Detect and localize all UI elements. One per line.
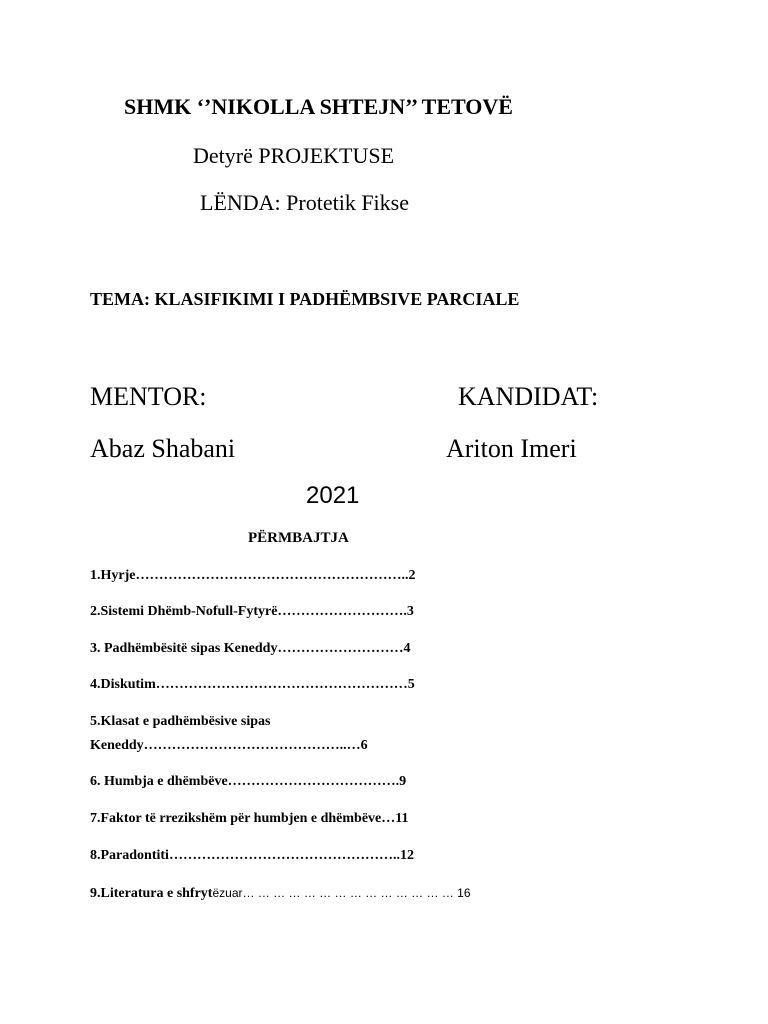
mentor-name: Abaz Shabani bbox=[90, 434, 236, 463]
year: 2021 bbox=[306, 482, 360, 509]
toc-item: 2.Sistemi Dhëmb-Nofull-Fytyrë……………………….3 bbox=[90, 604, 414, 619]
toc-item: 1.Hyrje…………………………………………………..2 bbox=[90, 568, 416, 583]
toc-item: Keneddy……………………………………..…6 bbox=[90, 738, 368, 753]
candidate-name: Ariton Imeri bbox=[446, 434, 577, 463]
toc-item: 7.Faktor të rrezikshëm për humbjen e dhëmbëve…11 bbox=[90, 811, 409, 826]
subject-title: LËNDA: Protetik Fikse bbox=[200, 190, 409, 215]
toc-heading: PËRMBAJTJA bbox=[248, 530, 349, 546]
task-title: Detyrë PROJEKTUSE bbox=[193, 143, 395, 168]
toc-item: 6. Humbja e dhëmbëve……………………………….9 bbox=[90, 774, 407, 789]
toc-item: 4.Diskutim………………………………………………5 bbox=[90, 677, 415, 692]
mentor-label: MENTOR: bbox=[90, 382, 207, 411]
candidate-label: KANDIDAT: bbox=[458, 382, 599, 411]
toc-item: 8.Paradontiti…………………………………………..12 bbox=[90, 848, 414, 863]
toc-item-last-start: 9.Literatura e shfryt bbox=[90, 886, 213, 901]
toc-item-last-end: ëzuar… … … … … … … … … … … … … … 16 bbox=[212, 886, 471, 900]
toc-item-last bbox=[90, 886, 471, 902]
theme-title: TEMA: KLASIFIKIMI I PADHËMBSIVE PARCIALE bbox=[90, 289, 520, 309]
toc-item: 5.Klasat e padhëmbësive sipas bbox=[90, 714, 271, 729]
toc-item: 3. Padhëmbësitë sipas Keneddy………………………4 bbox=[90, 641, 411, 656]
school-title: SHMK ‘’NIKOLLA SHTEJN’’ TETOVË bbox=[124, 94, 513, 119]
